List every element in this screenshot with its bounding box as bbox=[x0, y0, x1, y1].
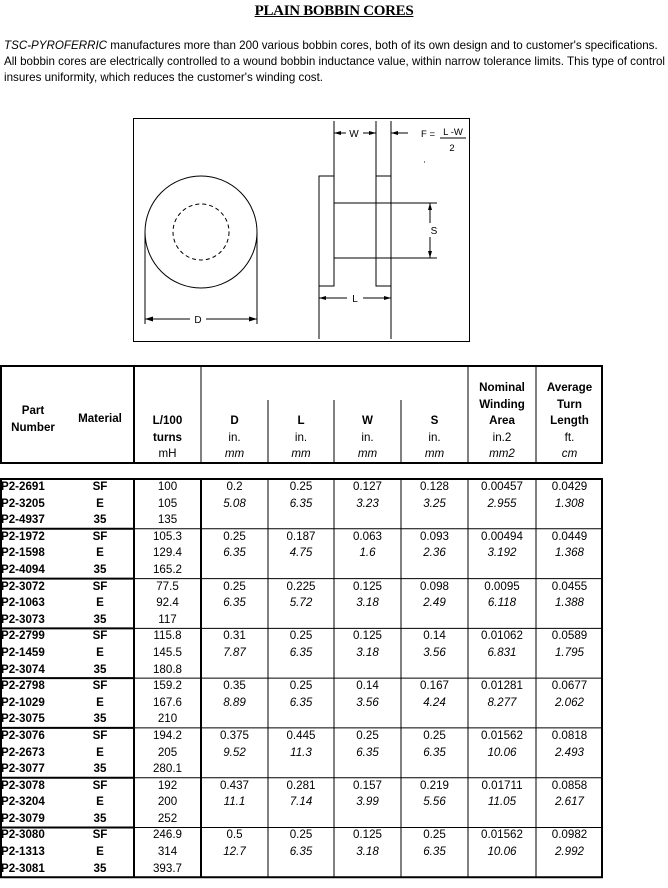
label-s: S bbox=[430, 226, 438, 237]
area-cell: 10.06 bbox=[487, 845, 517, 859]
material-cell: SF bbox=[92, 529, 108, 543]
d-cell: 5.08 bbox=[223, 496, 246, 510]
header-w-line: W bbox=[362, 414, 373, 428]
header-d bbox=[201, 366, 268, 463]
l-cell: 11.3 bbox=[290, 745, 312, 759]
l-cell-empty bbox=[268, 711, 334, 728]
area-cell: 0.01562 bbox=[481, 728, 523, 742]
header-w-line: in. bbox=[361, 430, 374, 444]
table-row bbox=[0, 595, 603, 612]
d-cell: 0.375 bbox=[219, 728, 249, 742]
material-cell: SF bbox=[92, 579, 108, 593]
area-cell: 10.06 bbox=[487, 745, 517, 759]
part-number-cell: P2-4937 bbox=[1, 513, 45, 527]
area-cell: 3.192 bbox=[487, 546, 517, 560]
d-cell-empty bbox=[201, 612, 268, 629]
area-cell-empty bbox=[468, 861, 536, 878]
turn-cell: 1.388 bbox=[554, 596, 584, 610]
l-cell-empty bbox=[268, 612, 334, 629]
table-row bbox=[0, 761, 603, 778]
w-cell: 0.063 bbox=[352, 529, 382, 543]
turn-cell-empty bbox=[536, 711, 603, 728]
w-cell-empty bbox=[334, 662, 401, 679]
area-cell-empty bbox=[468, 612, 536, 629]
inductance-cell: 210 bbox=[157, 712, 178, 726]
header-d-line: mm bbox=[224, 447, 245, 461]
s-cell: 0.167 bbox=[419, 679, 449, 693]
turn-cell: 1.308 bbox=[554, 496, 584, 510]
d-cell: 0.437 bbox=[219, 778, 249, 792]
part-number-cell: P2-1063 bbox=[1, 596, 45, 610]
header-l-line: mm bbox=[291, 447, 311, 461]
l-cell: 0.187 bbox=[286, 529, 316, 543]
area-cell: 2.955 bbox=[487, 496, 517, 510]
d-cell: 8.89 bbox=[223, 695, 246, 709]
turn-cell: 2.062 bbox=[554, 695, 584, 709]
part-number-cell: P2-1313 bbox=[1, 845, 45, 859]
area-cell: 6.118 bbox=[487, 596, 517, 610]
part-number-cell: P2-3073 bbox=[1, 612, 45, 626]
header-al bbox=[134, 366, 201, 463]
turn-cell: 0.0449 bbox=[551, 529, 588, 543]
header-area bbox=[468, 366, 536, 463]
table-row bbox=[0, 628, 603, 645]
material-cell: E bbox=[96, 745, 104, 759]
s-cell-empty bbox=[401, 811, 468, 828]
s-cell-empty bbox=[401, 861, 468, 878]
header-w bbox=[334, 366, 401, 463]
d-cell-empty bbox=[201, 662, 268, 679]
header-s-line: in. bbox=[428, 430, 441, 444]
area-cell: 0.01562 bbox=[481, 828, 523, 842]
turn-cell: 0.0677 bbox=[551, 679, 588, 693]
w-cell: 1.6 bbox=[359, 546, 376, 560]
table-row bbox=[0, 612, 603, 629]
inductance-cell: 145.5 bbox=[152, 645, 182, 659]
area-cell: 8.277 bbox=[487, 695, 517, 709]
label-l: L bbox=[352, 294, 358, 305]
header-l-line: L bbox=[297, 414, 305, 428]
l-cell-empty bbox=[268, 811, 334, 828]
table-row bbox=[0, 844, 603, 861]
l-cell: 0.25 bbox=[289, 480, 313, 493]
inductance-cell: 393.7 bbox=[152, 861, 182, 875]
l-cell: 6.35 bbox=[289, 845, 313, 859]
part-number-cell: P2-3080 bbox=[1, 828, 45, 842]
turn-cell: 2.992 bbox=[554, 845, 584, 859]
s-cell-empty bbox=[401, 662, 468, 679]
header-s-line: S bbox=[430, 414, 439, 428]
w-cell: 0.14 bbox=[356, 679, 379, 693]
header-part-line: Part bbox=[21, 403, 45, 417]
turn-cell: 1.368 bbox=[554, 546, 584, 560]
area-cell: 0.01711 bbox=[481, 778, 523, 792]
area-cell: 0.00494 bbox=[481, 529, 523, 543]
table-row bbox=[0, 695, 603, 712]
l-cell-empty bbox=[268, 861, 334, 878]
header-area-line: Nominal bbox=[479, 381, 525, 395]
material-cell: SF bbox=[92, 728, 108, 742]
d-cell: 0.25 bbox=[223, 579, 246, 593]
part-number-cell: P2-2691 bbox=[1, 480, 45, 493]
w-cell: 0.125 bbox=[352, 579, 382, 593]
table-row bbox=[0, 794, 603, 811]
area-cell: 6.831 bbox=[487, 645, 517, 659]
part-number-cell: P2-3204 bbox=[1, 795, 45, 809]
l-cell: 0.225 bbox=[286, 579, 316, 593]
s-cell: 6.35 bbox=[423, 845, 446, 859]
inductance-cell: 165.2 bbox=[152, 562, 182, 576]
s-cell: 0.14 bbox=[423, 629, 446, 643]
table-row bbox=[0, 545, 603, 562]
inductance-cell: 92.4 bbox=[156, 596, 179, 610]
l-cell: 5.72 bbox=[289, 596, 313, 610]
l-cell: 6.35 bbox=[289, 496, 313, 510]
header-turn-line: Turn bbox=[557, 397, 582, 411]
table-row bbox=[0, 678, 603, 695]
header-material-label: Material bbox=[78, 412, 122, 426]
header-area-line: mm2 bbox=[489, 447, 515, 461]
inductance-cell: 252 bbox=[157, 811, 178, 825]
label-d: D bbox=[194, 315, 202, 326]
inductance-cell: 314 bbox=[157, 845, 178, 859]
l-cell: 6.35 bbox=[289, 645, 313, 659]
s-cell-empty bbox=[401, 761, 468, 778]
header-d-line: D bbox=[230, 414, 239, 428]
area-cell: 11.05 bbox=[487, 795, 517, 809]
w-cell-empty bbox=[334, 512, 401, 529]
w-cell-empty bbox=[334, 761, 401, 778]
l-cell: 0.25 bbox=[289, 629, 313, 643]
l-cell: 0.445 bbox=[286, 728, 316, 742]
material-cell: 35 bbox=[93, 513, 107, 527]
header-al-line: L/100 bbox=[152, 414, 183, 428]
w-cell-empty bbox=[334, 562, 401, 579]
l-cell: 0.25 bbox=[289, 828, 313, 842]
header-w-line: mm bbox=[357, 447, 378, 461]
area-cell-empty bbox=[468, 711, 536, 728]
turn-cell-empty bbox=[536, 562, 603, 579]
l-cell-empty bbox=[268, 662, 334, 679]
turn-cell-empty bbox=[536, 612, 603, 629]
turn-cell-empty bbox=[536, 761, 603, 778]
header-area-line: Winding bbox=[479, 397, 525, 411]
area-cell: 0.00457 bbox=[481, 480, 523, 493]
material-cell: SF bbox=[92, 480, 108, 493]
inductance-cell: 135 bbox=[157, 513, 178, 527]
turn-cell: 2.617 bbox=[554, 795, 584, 809]
header-l-line: in. bbox=[294, 430, 308, 444]
table-row bbox=[0, 811, 603, 828]
d-cell: 0.2 bbox=[226, 480, 243, 493]
l-cell: 4.75 bbox=[289, 546, 313, 560]
s-cell: 0.093 bbox=[419, 529, 449, 543]
s-cell-empty bbox=[401, 512, 468, 529]
header-area-line: Area bbox=[489, 414, 515, 428]
turn-cell: 0.0818 bbox=[551, 728, 588, 742]
d-cell-empty bbox=[201, 861, 268, 878]
w-cell-empty bbox=[334, 861, 401, 878]
s-cell: 0.219 bbox=[419, 778, 449, 792]
header-s bbox=[401, 366, 468, 463]
brand-name: TSC-PYROFERRIC bbox=[4, 39, 108, 52]
inductance-cell: 117 bbox=[158, 612, 177, 626]
bobbin-flange-circle bbox=[145, 176, 257, 288]
d-cell: 7.87 bbox=[223, 645, 246, 659]
d-cell-empty bbox=[201, 562, 268, 579]
s-cell: 2.49 bbox=[423, 596, 446, 610]
s-cell: 0.128 bbox=[419, 480, 449, 493]
s-cell: 6.35 bbox=[423, 745, 446, 759]
w-cell-empty bbox=[334, 811, 401, 828]
table-row bbox=[0, 645, 603, 662]
material-cell: 35 bbox=[93, 612, 107, 626]
area-cell-empty bbox=[468, 512, 536, 529]
table-row bbox=[0, 728, 603, 745]
table-row bbox=[0, 861, 603, 878]
header-al-line: mH bbox=[158, 447, 177, 461]
area-cell: 0.01281 bbox=[481, 679, 523, 693]
turn-cell: 0.0429 bbox=[551, 480, 588, 493]
area-cell: 0.01062 bbox=[481, 629, 523, 643]
area-cell-empty bbox=[468, 562, 536, 579]
s-cell: 0.25 bbox=[423, 828, 446, 842]
l-cell-empty bbox=[268, 512, 334, 529]
s-cell: 4.24 bbox=[423, 695, 446, 709]
table-row bbox=[0, 562, 603, 579]
part-number-cell: P2-3078 bbox=[1, 778, 45, 792]
part-number-cell: P2-3072 bbox=[1, 579, 45, 593]
part-number-cell: P2-3077 bbox=[1, 762, 45, 776]
w-cell: 3.23 bbox=[356, 496, 379, 510]
table-row bbox=[0, 529, 603, 546]
header-d-line: in. bbox=[228, 430, 241, 444]
table-row bbox=[0, 711, 603, 728]
part-number-cell: P2-2798 bbox=[1, 679, 45, 693]
bobbin-right-flange bbox=[376, 176, 391, 286]
l-cell-empty bbox=[268, 562, 334, 579]
part-number-cell: P2-1972 bbox=[1, 529, 45, 543]
turn-cell: 1.795 bbox=[554, 645, 584, 659]
s-cell-empty bbox=[401, 711, 468, 728]
table-row bbox=[0, 479, 603, 496]
intro-paragraph bbox=[4, 38, 666, 86]
d-cell: 9.52 bbox=[223, 745, 246, 759]
s-cell: 0.098 bbox=[419, 579, 449, 593]
inductance-cell: 167.6 bbox=[152, 695, 182, 709]
part-number-cell: P2-3076 bbox=[1, 728, 45, 742]
material-cell: SF bbox=[92, 679, 108, 693]
table-header-row bbox=[0, 366, 603, 463]
header-l bbox=[268, 366, 334, 463]
part-number-cell: P2-4094 bbox=[1, 562, 45, 576]
table-row bbox=[0, 662, 603, 679]
material-cell: E bbox=[96, 496, 104, 510]
area-cell-empty bbox=[468, 761, 536, 778]
material-cell: 35 bbox=[93, 811, 107, 825]
material-cell: E bbox=[96, 845, 104, 859]
part-number-cell: P2-1029 bbox=[1, 695, 45, 709]
part-number-cell: P2-3081 bbox=[1, 861, 45, 875]
w-cell: 0.125 bbox=[352, 828, 382, 842]
turn-cell: 2.493 bbox=[554, 745, 584, 759]
turn-cell-empty bbox=[536, 662, 603, 679]
material-cell: E bbox=[96, 795, 104, 809]
d-cell: 0.31 bbox=[223, 629, 246, 643]
d-cell-empty bbox=[201, 761, 268, 778]
w-cell: 6.35 bbox=[356, 745, 379, 759]
bobbin-left-flange bbox=[319, 176, 334, 286]
w-cell: 0.25 bbox=[356, 728, 379, 742]
table-row bbox=[0, 827, 603, 844]
formula-f: F = bbox=[421, 129, 435, 140]
s-cell: 2.36 bbox=[423, 546, 446, 560]
header-turn-line: cm bbox=[561, 447, 578, 461]
w-cell: 0.127 bbox=[352, 480, 382, 493]
turn-cell-empty bbox=[536, 512, 603, 529]
w-cell: 3.18 bbox=[356, 645, 379, 659]
d-cell: 12.7 bbox=[223, 845, 246, 859]
header-s-line: mm bbox=[424, 447, 445, 461]
area-cell-empty bbox=[468, 811, 536, 828]
inductance-cell: 180.8 bbox=[152, 662, 182, 676]
material-cell: 35 bbox=[93, 662, 107, 676]
intro-text: manufactures more than 200 various bobbin cores, both of its own design and to customer's specifications. All bobbin cores are electrically controlled to a wound bobbin inductance value, within narrow tolerance limits. This type of control insures uniformity, which reduces the customer's winding cost. bbox=[4, 39, 665, 84]
w-cell-empty bbox=[334, 711, 401, 728]
part-number-cell: P2-1459 bbox=[1, 645, 45, 659]
s-cell-empty bbox=[401, 562, 468, 579]
header-turn-line: Average bbox=[546, 381, 593, 395]
material-cell: SF bbox=[92, 629, 108, 643]
turn-cell: 0.0455 bbox=[551, 579, 588, 593]
header-turn bbox=[536, 366, 603, 463]
header-turn-line: ft. bbox=[564, 430, 575, 444]
part-number-cell: P2-2799 bbox=[1, 629, 45, 643]
label-w: W bbox=[349, 129, 359, 140]
header-area-line: in.2 bbox=[492, 430, 512, 444]
s-cell-empty bbox=[401, 612, 468, 629]
w-cell: 0.157 bbox=[352, 778, 382, 792]
material-cell: E bbox=[96, 695, 104, 709]
material-cell: E bbox=[96, 596, 104, 610]
inductance-cell: 105.3 bbox=[152, 529, 182, 543]
w-cell: 0.125 bbox=[352, 629, 382, 643]
l-cell: 0.281 bbox=[286, 778, 316, 792]
material-cell: SF bbox=[92, 828, 108, 842]
header-al-line: turns bbox=[153, 430, 182, 444]
material-cell: 35 bbox=[93, 861, 107, 875]
material-cell: 35 bbox=[93, 762, 107, 776]
inductance-cell: 280.1 bbox=[152, 762, 182, 776]
d-cell: 6.35 bbox=[223, 546, 246, 560]
part-number-cell: P2-3079 bbox=[1, 811, 45, 825]
inductance-cell: 77.5 bbox=[156, 579, 179, 593]
table-row bbox=[0, 496, 603, 513]
header-part-line: Number bbox=[11, 420, 55, 434]
part-number-cell: P2-2673 bbox=[1, 745, 45, 759]
w-cell: 3.18 bbox=[356, 845, 379, 859]
s-cell: 3.25 bbox=[423, 496, 446, 510]
d-cell: 0.35 bbox=[223, 679, 246, 693]
inductance-cell: 192 bbox=[157, 778, 178, 792]
l-cell: 0.25 bbox=[289, 679, 313, 693]
header-turn-line: Length bbox=[550, 414, 589, 428]
part-number-cell: P2-1598 bbox=[1, 546, 45, 560]
d-cell: 0.5 bbox=[226, 828, 243, 842]
inductance-cell: 205 bbox=[157, 745, 178, 759]
turn-cell: 0.0858 bbox=[551, 778, 588, 792]
l-cell: 7.14 bbox=[289, 795, 313, 809]
w-cell: 3.99 bbox=[356, 795, 379, 809]
inductance-cell: 194.2 bbox=[152, 728, 182, 742]
part-number-cell: P2-3075 bbox=[1, 712, 45, 726]
w-cell-empty bbox=[334, 612, 401, 629]
s-cell: 3.56 bbox=[423, 645, 446, 659]
d-cell-empty bbox=[201, 811, 268, 828]
turn-cell: 0.0589 bbox=[551, 629, 588, 643]
material-cell: E bbox=[96, 546, 104, 560]
header-material bbox=[66, 366, 134, 463]
table-row bbox=[0, 745, 603, 762]
s-cell: 5.56 bbox=[423, 795, 446, 809]
inductance-cell: 105 bbox=[157, 496, 178, 510]
header-part bbox=[0, 366, 66, 463]
turn-cell-empty bbox=[536, 811, 603, 828]
d-cell: 6.35 bbox=[223, 596, 246, 610]
material-cell: SF bbox=[92, 778, 108, 792]
table-row bbox=[0, 778, 603, 795]
table-spacer-row bbox=[0, 463, 603, 479]
d-cell: 0.25 bbox=[223, 529, 246, 543]
d-cell: 11.1 bbox=[223, 795, 246, 809]
table-row bbox=[0, 512, 603, 529]
l-cell-empty bbox=[268, 761, 334, 778]
turn-cell: 0.0982 bbox=[551, 828, 588, 842]
l-cell: 6.35 bbox=[289, 695, 313, 709]
bobbin-core-circle bbox=[173, 204, 229, 260]
formula-denominator: 2 bbox=[449, 143, 455, 154]
bobbin-specs-table bbox=[0, 366, 603, 877]
inductance-cell: 100 bbox=[157, 480, 178, 493]
inductance-cell: 246.9 bbox=[152, 828, 182, 842]
formula-numerator: L -W bbox=[443, 127, 463, 138]
s-cell: 0.25 bbox=[423, 728, 446, 742]
w-cell: 3.18 bbox=[356, 596, 379, 610]
page-title: PLAIN BOBBIN CORES bbox=[254, 3, 414, 19]
area-cell-empty bbox=[468, 662, 536, 679]
part-number-cell: P2-3074 bbox=[1, 662, 45, 676]
area-cell: 0.0095 bbox=[484, 579, 520, 593]
part-number-cell: P2-3205 bbox=[1, 496, 45, 510]
material-cell: 35 bbox=[93, 712, 107, 726]
turn-cell-empty bbox=[536, 861, 603, 878]
d-cell-empty bbox=[201, 711, 268, 728]
material-cell: E bbox=[96, 645, 104, 659]
inductance-cell: 200 bbox=[157, 795, 178, 809]
d-cell-empty bbox=[201, 512, 268, 529]
inductance-cell: 115.8 bbox=[153, 629, 182, 643]
w-cell: 3.56 bbox=[356, 695, 379, 709]
material-cell: 35 bbox=[93, 562, 107, 576]
bobbin-diagram bbox=[133, 118, 470, 342]
inductance-cell: 159.2 bbox=[152, 679, 182, 693]
table-row bbox=[0, 579, 603, 596]
inductance-cell: 129.4 bbox=[152, 546, 182, 560]
